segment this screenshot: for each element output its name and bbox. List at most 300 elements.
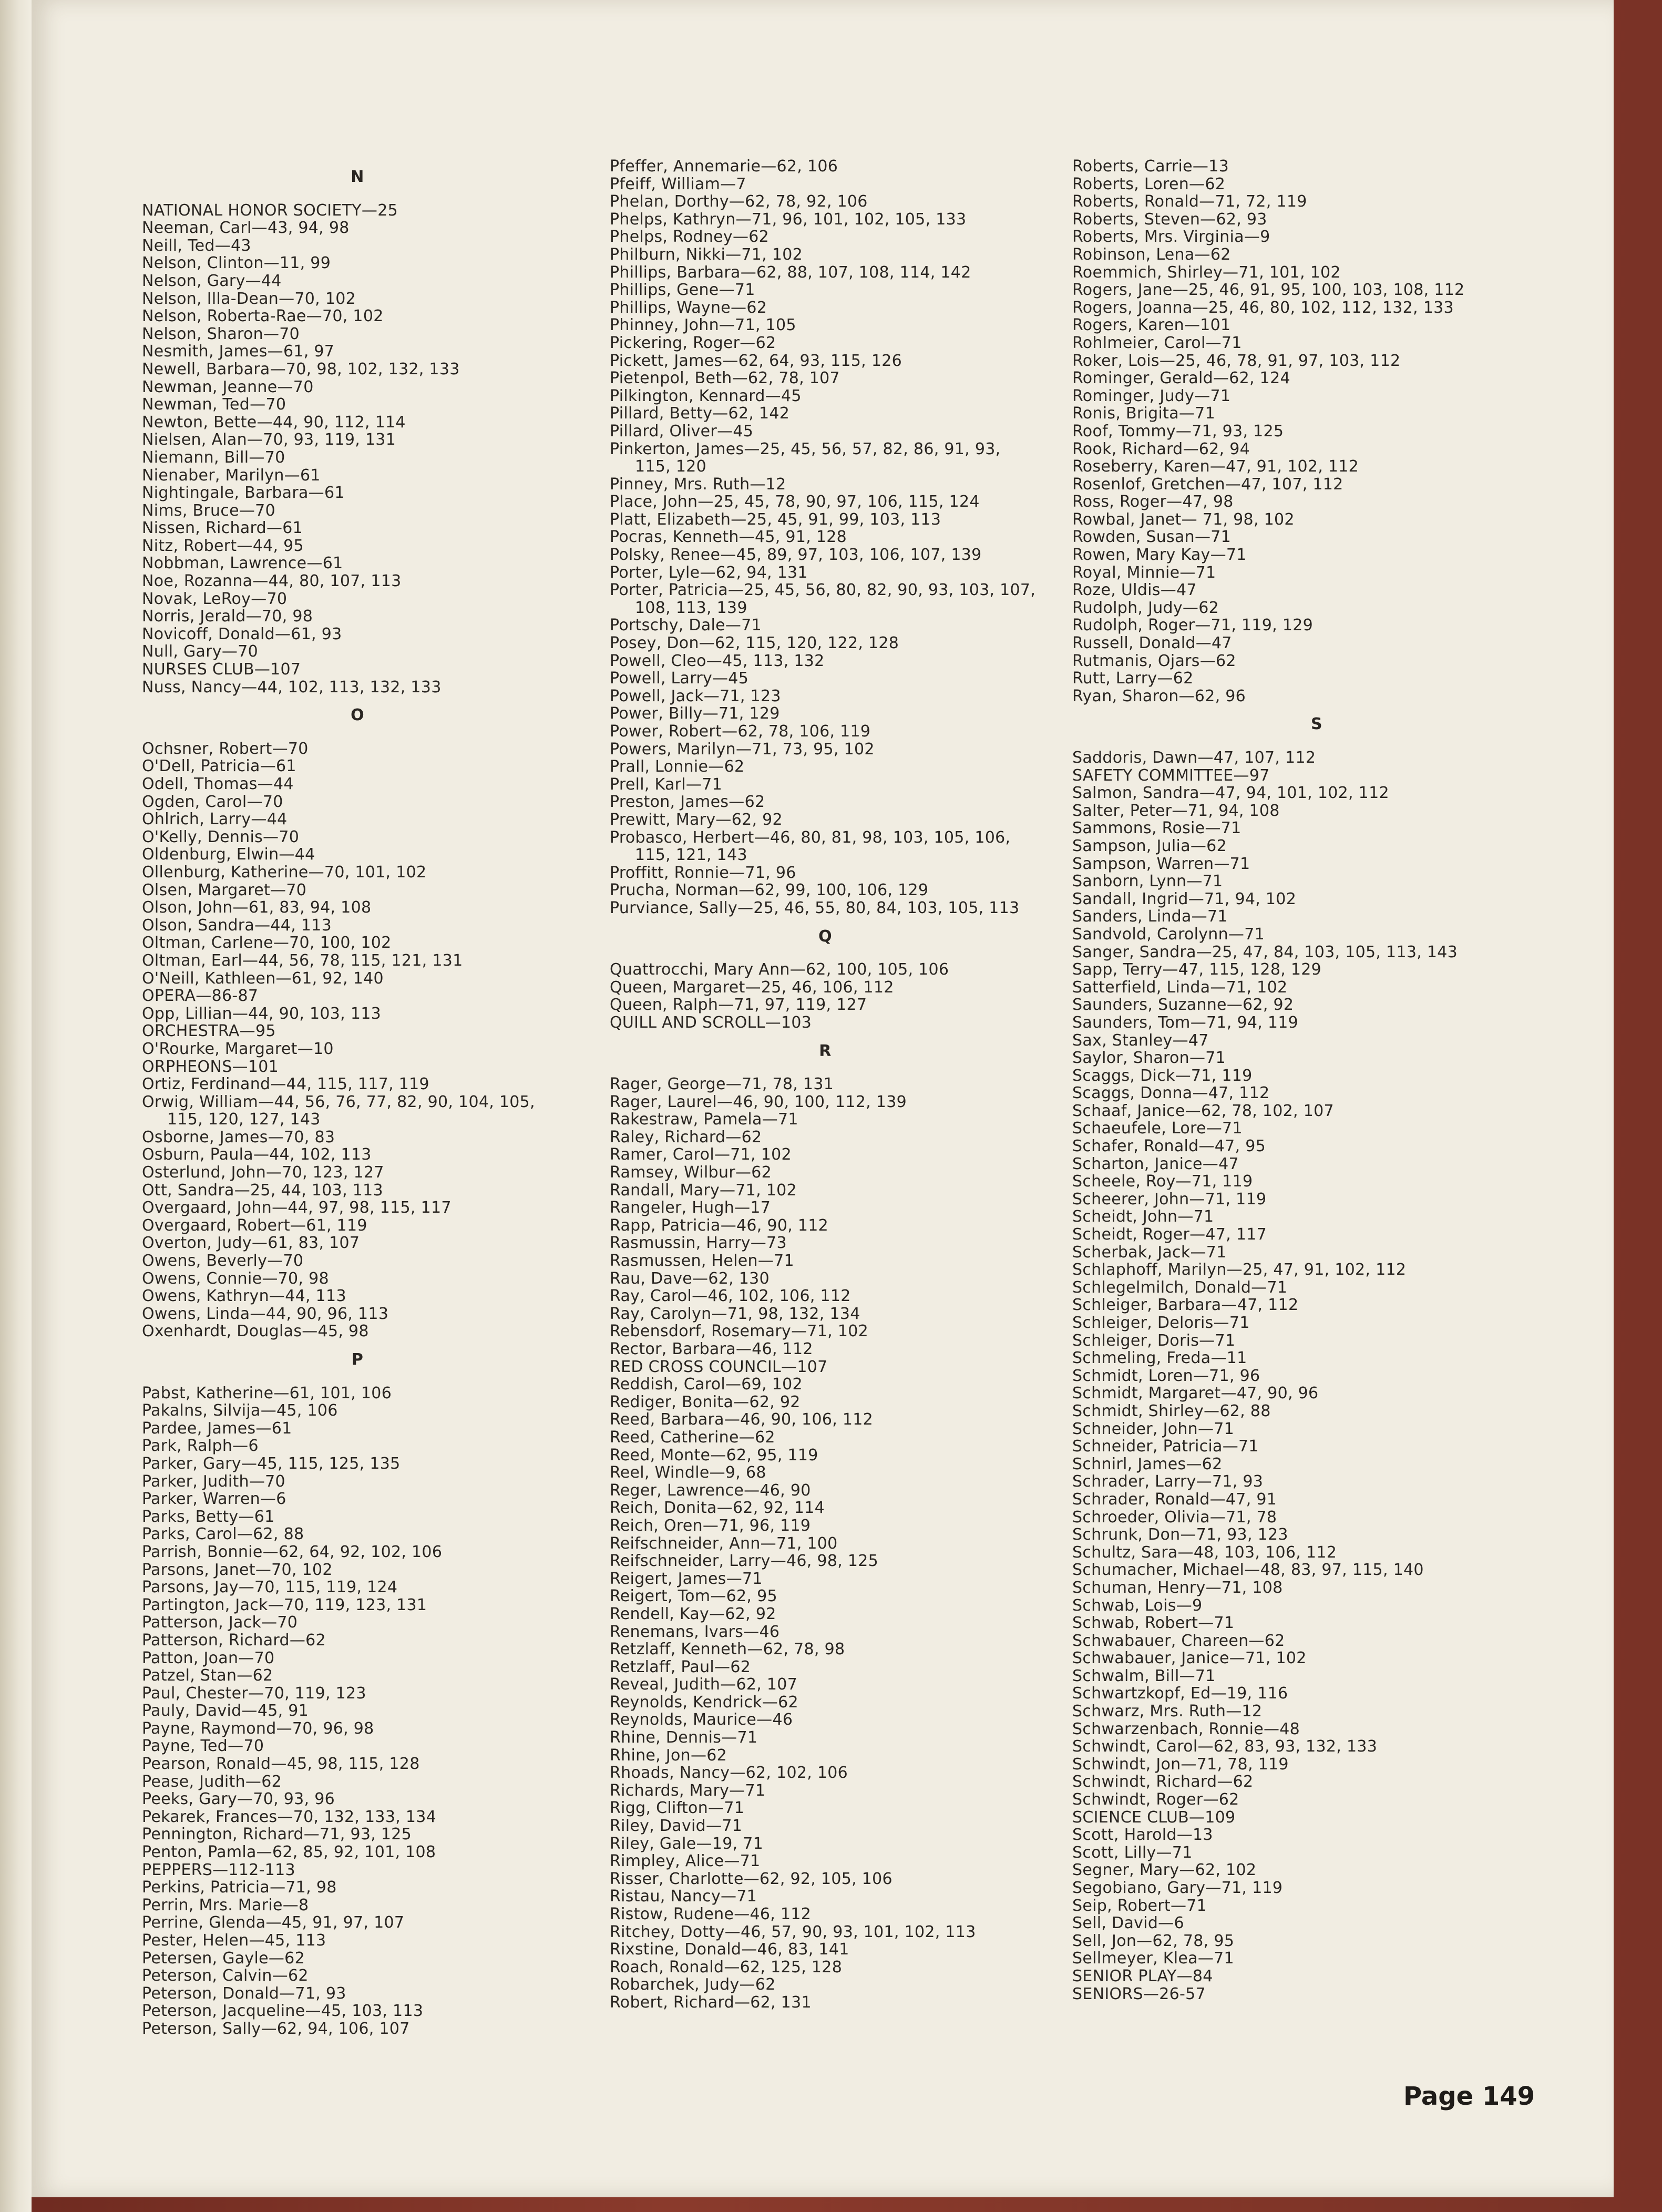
index-entry: Power, Robert—62, 78, 106, 119: [610, 722, 871, 741]
index-entry: Rhine, Dennis—71: [610, 1728, 758, 1747]
index-entry: Ryan, Sharon—62, 96: [1072, 687, 1246, 705]
index-entry: Rominger, Gerald—62, 124: [1072, 369, 1290, 388]
index-entry: Nims, Bruce—70: [142, 501, 275, 520]
index-entry: Reveal, Judith—62, 107: [610, 1675, 798, 1694]
index-entry: Rudolph, Judy—62: [1072, 598, 1219, 617]
index-entry: Phillips, Gene—71: [610, 281, 755, 300]
index-entry: Nuss, Nancy—44, 102, 113, 132, 133: [142, 678, 442, 697]
index-entry: Reynolds, Kendrick—62: [610, 1693, 798, 1712]
index-entry: Noe, Rozanna—44, 80, 107, 113: [142, 572, 402, 591]
index-entry: Schmidt, Margaret—47, 90, 96: [1072, 1384, 1319, 1403]
index-entry: Schrader, Ronald—47, 91: [1072, 1490, 1277, 1509]
index-entry: O'Neill, Kathleen—61, 92, 140: [142, 969, 384, 988]
index-entry: Reich, Oren—71, 96, 119: [610, 1516, 811, 1535]
index-entry: Rigg, Clifton—71: [610, 1799, 745, 1818]
index-entry: Pietenpol, Beth—62, 78, 107: [610, 369, 840, 388]
index-entry: Schleiger, Deloris—71: [1072, 1314, 1250, 1332]
index-entry: Schultz, Sara—48, 103, 106, 112: [1072, 1543, 1337, 1562]
index-entry: Newman, Ted—70: [142, 395, 286, 414]
index-entry: Parker, Judith—70: [142, 1472, 285, 1491]
section-letter: S: [1311, 715, 1322, 734]
index-entry: Peterson, Sally—62, 94, 106, 107: [142, 2019, 410, 2038]
index-entry: Schwindt, Roger—62: [1072, 1790, 1239, 1809]
index-entry: ORPHEONS—101: [142, 1057, 279, 1076]
index-entry: Prewitt, Mary—62, 92: [610, 810, 783, 829]
index-entry: Royal, Minnie—71: [1072, 563, 1216, 582]
index-entry: Rhine, Jon—62: [610, 1746, 727, 1765]
index-entry: Rudolph, Roger—71, 119, 129: [1072, 616, 1313, 635]
index-entry: Roze, Uldis—47: [1072, 581, 1197, 600]
index-entry: Richards, Mary—71: [610, 1781, 766, 1800]
index-entry: Robarchek, Judy—62: [610, 1975, 776, 1994]
index-entry: Sanders, Linda—71: [1072, 907, 1228, 926]
index-entry: Roemmich, Shirley—71, 101, 102: [1072, 263, 1341, 282]
index-entry: Seip, Robert—71: [1072, 1896, 1207, 1915]
index-entry: Rediger, Bonita—62, 92: [610, 1392, 801, 1411]
index-entry: Saunders, Suzanne—62, 92: [1072, 996, 1294, 1015]
index-entry: Pinkerton, James—25, 45, 56, 57, 82, 86, 91, 93, 115, 120: [610, 439, 1001, 476]
index-entry: Nitz, Robert—44, 95: [142, 536, 304, 555]
index-entry: OPERA—86-87: [142, 987, 259, 1006]
index-entry: Sell, David—6: [1072, 1914, 1184, 1933]
index-entry: Opp, Lillian—44, 90, 103, 113: [142, 1004, 382, 1023]
index-entry: Randall, Mary—71, 102: [610, 1181, 797, 1200]
index-entry: Satterfield, Linda—71, 102: [1072, 978, 1288, 997]
index-entry: Platt, Elizabeth—25, 45, 91, 99, 103, 113: [610, 510, 941, 529]
index-entry: Pilkington, Kennard—45: [610, 386, 802, 405]
index-entry: Newell, Barbara—70, 98, 102, 132, 133: [142, 360, 460, 378]
index-entry: Overton, Judy—61, 83, 107: [142, 1234, 360, 1253]
index-entry: Parker, Warren—6: [142, 1490, 286, 1509]
index-entry: Schroeder, Olivia—71, 78: [1072, 1508, 1277, 1527]
index-entry: Rangeler, Hugh—17: [610, 1199, 771, 1217]
index-entry: Riley, David—71: [610, 1817, 743, 1836]
index-entry: Roker, Lois—25, 46, 78, 91, 97, 103, 112: [1072, 351, 1401, 370]
index-entry: Quattrocchi, Mary Ann—62, 100, 105, 106: [610, 960, 949, 979]
index-entry: Schleiger, Doris—71: [1072, 1331, 1236, 1350]
index-entry: Olsen, Margaret—70: [142, 880, 307, 899]
index-entry: Place, John—25, 45, 78, 90, 97, 106, 115, 124: [610, 493, 980, 511]
index-entry: Oxenhardt, Douglas—45, 98: [142, 1322, 369, 1341]
index-entry: Pickering, Roger—62: [610, 333, 776, 352]
section-letter: N: [351, 168, 364, 186]
section-letter: O: [351, 706, 364, 725]
index-entry: Oldenburg, Elwin—44: [142, 845, 315, 864]
index-entry: Pester, Helen—45, 113: [142, 1931, 326, 1950]
index-entry: Newman, Jeanne—70: [142, 377, 314, 396]
index-entry: Roberts, Steven—62, 93: [1072, 210, 1267, 229]
index-entry: Schmidt, Shirley—62, 88: [1072, 1401, 1271, 1420]
index-column-3: [1072, 158, 1561, 2003]
index-entry: Scaggs, Dick—71, 119: [1072, 1066, 1253, 1085]
index-entry: Roberts, Carrie—13: [1072, 157, 1229, 176]
index-entry: Phelps, Rodney—62: [610, 228, 770, 247]
index-entry: Novak, LeRoy—70: [142, 589, 288, 608]
index-entry: Peterson, Donald—71, 93: [142, 1984, 346, 2003]
index-entry: Pickett, James—62, 64, 93, 115, 126: [610, 351, 902, 370]
index-entry: Rector, Barbara—46, 112: [610, 1340, 813, 1358]
index-entry: Pillard, Betty—62, 142: [610, 404, 790, 423]
index-entry: Prucha, Norman—62, 99, 100, 106, 129: [610, 881, 929, 900]
index-entry: Sandall, Ingrid—71, 94, 102: [1072, 889, 1297, 908]
index-entry: Penton, Pamla—62, 85, 92, 101, 108: [142, 1843, 436, 1862]
index-entry: Orwig, William—44, 56, 76, 77, 82, 90, 104, 105, 115, 120, 127, 143: [142, 1092, 535, 1129]
index-column-1: [142, 158, 573, 2038]
index-entry: Perrine, Glenda—45, 91, 97, 107: [142, 1913, 405, 1932]
index-entry: Ochsner, Robert—70: [142, 739, 309, 758]
index-entry: Sax, Stanley—47: [1072, 1031, 1209, 1050]
index-entry: Nesmith, James—61, 97: [142, 342, 335, 361]
index-entry: QUILL AND SCROLL—103: [610, 1013, 812, 1032]
index-entry: O'Kelly, Dennis—70: [142, 827, 300, 846]
index-entry: Niemann, Bill—70: [142, 448, 285, 467]
index-entry: Prall, Lonnie—62: [610, 757, 745, 776]
index-entry: Pekarek, Frances—70, 132, 133, 134: [142, 1807, 437, 1826]
index-entry: Retzlaff, Paul—62: [610, 1657, 751, 1676]
index-entry: Olson, Sandra—44, 113: [142, 916, 332, 935]
index-entry: Patterson, Jack—70: [142, 1613, 298, 1632]
index-entry: Schwalm, Bill—71: [1072, 1666, 1216, 1685]
index-entry: Saylor, Sharon—71: [1072, 1049, 1226, 1068]
index-entry: Robert, Richard—62, 131: [610, 1993, 812, 2012]
index-entry: Roach, Ronald—62, 125, 128: [610, 1958, 843, 1977]
index-entry: Preston, James—62: [610, 793, 765, 812]
index-entry: Scheerer, John—71, 119: [1072, 1190, 1267, 1209]
index-entry: Risser, Charlotte—62, 92, 105, 106: [610, 1869, 892, 1888]
index-entry: Rendell, Kay—62, 92: [610, 1604, 776, 1623]
index-entry: Parks, Betty—61: [142, 1507, 275, 1526]
index-entry: Parks, Carol—62, 88: [142, 1525, 304, 1544]
index-entry: Patton, Joan—70: [142, 1648, 275, 1667]
index-entry: Rogers, Jane—25, 46, 91, 95, 100, 103, 108, 112: [1072, 281, 1465, 300]
index-entry: Ollenburg, Katherine—70, 101, 102: [142, 863, 427, 882]
index-entry: Rakestraw, Pamela—71: [610, 1110, 798, 1129]
section-letter: P: [351, 1350, 364, 1369]
index-entry: Owens, Linda—44, 90, 96, 113: [142, 1304, 389, 1323]
index-entry: Pauly, David—45, 91: [142, 1702, 309, 1721]
index-entry: Rowen, Mary Kay—71: [1072, 546, 1247, 565]
index-entry: Rogers, Karen—101: [1072, 316, 1231, 335]
index-entry: Scott, Lilly—71: [1072, 1843, 1193, 1862]
index-entry: Overgaard, Robert—61, 119: [142, 1216, 367, 1235]
index-entry: Sammons, Rosie—71: [1072, 819, 1242, 838]
index-entry: Owens, Connie—70, 98: [142, 1269, 329, 1288]
index-entry: Pardee, James—61: [142, 1419, 292, 1438]
index-entry: Rominger, Judy—71: [1072, 386, 1231, 405]
index-entry: Patzel, Stan—62: [142, 1666, 273, 1685]
index-entry: Russell, Donald—47: [1072, 634, 1232, 653]
index-entry: Scharton, Janice—47: [1072, 1154, 1239, 1173]
index-entry: Roberts, Mrs. Virginia—9: [1072, 228, 1270, 247]
index-entry: Nissen, Richard—61: [142, 519, 303, 538]
index-entry: Powell, Cleo—45, 113, 132: [610, 651, 825, 670]
index-entry: Riley, Gale—19, 71: [610, 1834, 764, 1853]
index-entry: Reynolds, Maurice—46: [610, 1711, 793, 1729]
index-entry: Proffitt, Ronnie—71, 96: [610, 863, 796, 882]
index-entry: Patterson, Richard—62: [142, 1631, 326, 1650]
index-entry: Philburn, Nikki—71, 102: [610, 245, 803, 264]
index-entry: Rutmanis, Ojars—62: [1072, 651, 1236, 670]
index-entry: Roof, Tommy—71, 93, 125: [1072, 422, 1284, 441]
index-entry: Ramer, Carol—71, 102: [610, 1145, 792, 1164]
index-entry: Schrunk, Don—71, 93, 123: [1072, 1525, 1288, 1544]
index-entry: Phelan, Dorthy—62, 78, 92, 106: [610, 192, 868, 211]
index-entry: Ohlrich, Larry—44: [142, 810, 288, 829]
index-entry: Nelson, Clinton—11, 99: [142, 254, 331, 273]
index-entry: Schaaf, Janice—62, 78, 102, 107: [1072, 1101, 1334, 1120]
index-entry: Phillips, Barbara—62, 88, 107, 108, 114, 142: [610, 263, 971, 282]
index-entry: Salmon, Sandra—47, 94, 101, 102, 112: [1072, 784, 1389, 803]
index-entry: Powell, Larry—45: [610, 669, 749, 688]
index-entry: Osborne, James—70, 83: [142, 1128, 335, 1146]
index-entry: Payne, Raymond—70, 96, 98: [142, 1719, 374, 1738]
index-entry: Ramsey, Wilbur—62: [610, 1163, 772, 1182]
index-entry: Sellmeyer, Klea—71: [1072, 1949, 1234, 1968]
index-entry: Schwindt, Carol—62, 83, 93, 132, 133: [1072, 1737, 1378, 1756]
index-entry: Schwarz, Mrs. Ruth—12: [1072, 1702, 1263, 1721]
index-entry: Sell, Jon—62, 78, 95: [1072, 1931, 1235, 1950]
index-entry: Nienaber, Marilyn—61: [142, 466, 321, 485]
index-entry: Scheidt, Roger—47, 117: [1072, 1225, 1267, 1244]
index-entry: Neeman, Carl—43, 94, 98: [142, 219, 350, 238]
index-entry: Parsons, Janet—70, 102: [142, 1560, 333, 1579]
index-entry: Rixstine, Donald—46, 83, 141: [610, 1940, 849, 1959]
index-entry: O'Rourke, Margaret—10: [142, 1039, 334, 1058]
index-entry: SCIENCE CLUB—109: [1072, 1808, 1236, 1827]
index-entry: Segobiano, Gary—71, 119: [1072, 1879, 1283, 1897]
index-entry: Schumacher, Michael—48, 83, 97, 115, 140: [1072, 1561, 1424, 1580]
index-entry: Sampson, Julia—62: [1072, 836, 1227, 855]
index-entry: Phinney, John—71, 105: [610, 316, 796, 335]
index-entry: Peeks, Gary—70, 93, 96: [142, 1790, 335, 1809]
index-entry: Pinney, Mrs. Ruth—12: [610, 475, 786, 494]
index-entry: Nobbman, Lawrence—61: [142, 554, 343, 573]
index-column-2: [610, 158, 1041, 2012]
section-letter: R: [819, 1041, 832, 1060]
index-entry: Rowden, Susan—71: [1072, 528, 1232, 547]
index-entry: Schwabauer, Chareen—62: [1072, 1631, 1285, 1650]
index-entry: Park, Ralph—6: [142, 1437, 259, 1456]
index-entry: Peterson, Jacqueline—45, 103, 113: [142, 2002, 424, 2021]
index-entry: Rook, Richard—62, 94: [1072, 439, 1250, 458]
index-entry: Pillard, Oliver—45: [610, 422, 754, 441]
index-entry: Reifschneider, Larry—46, 98, 125: [610, 1552, 879, 1571]
index-entry: Nielsen, Alan—70, 93, 119, 131: [142, 431, 396, 449]
index-entry: Owens, Beverly—70: [142, 1252, 304, 1271]
index-entry: Salter, Peter—71, 94, 108: [1072, 801, 1280, 820]
index-entry: Reddish, Carol—69, 102: [610, 1375, 803, 1394]
index-entry: Phelps, Kathryn—71, 96, 101, 102, 105, 133: [610, 210, 967, 229]
index-entry: Oltman, Carlene—70, 100, 102: [142, 934, 392, 953]
index-entry: Ristau, Nancy—71: [610, 1887, 757, 1906]
index-entry: Rager, George—71, 78, 131: [610, 1075, 834, 1094]
index-entry: Porter, Patricia—25, 45, 56, 80, 82, 90, 93, 103, 107, 108, 113, 139: [610, 581, 1036, 617]
index-entry: Roberts, Loren—62: [1072, 175, 1226, 193]
index-entry: Ott, Sandra—25, 44, 103, 113: [142, 1181, 383, 1200]
index-entry: Reed, Monte—62, 95, 119: [610, 1446, 818, 1465]
index-entry: Queen, Ralph—71, 97, 119, 127: [610, 996, 867, 1015]
index-entry: Parrish, Bonnie—62, 64, 92, 102, 106: [142, 1542, 443, 1561]
index-entry: Norris, Jerald—70, 98: [142, 607, 313, 626]
index-entry: Segner, Mary—62, 102: [1072, 1861, 1257, 1880]
index-entry: Ronis, Brigita—71: [1072, 404, 1215, 423]
index-entry: Scaggs, Donna—47, 112: [1072, 1084, 1270, 1103]
index-entry: Rogers, Joanna—25, 46, 80, 102, 112, 132, 133: [1072, 298, 1454, 317]
index-entry: Newton, Bette—44, 90, 112, 114: [142, 413, 406, 432]
index-entry: Schlegelmilch, Donald—71: [1072, 1278, 1288, 1297]
index-entry: Reifschneider, Ann—71, 100: [610, 1534, 838, 1553]
index-entry: SENIORS—26-57: [1072, 1984, 1206, 2003]
index-entry: Reigert, James—71: [610, 1569, 763, 1588]
index-entry: O'Dell, Patricia—61: [142, 757, 296, 776]
index-entry: Probasco, Herbert—46, 80, 81, 98, 103, 105, 106, 115, 121, 143: [610, 828, 1011, 865]
index-entry: Powers, Marilyn—71, 73, 95, 102: [610, 740, 875, 759]
index-entry: Scheidt, John—71: [1072, 1207, 1214, 1226]
index-entry: Schuman, Henry—71, 108: [1072, 1578, 1283, 1597]
index-entry: Osburn, Paula—44, 102, 113: [142, 1145, 372, 1164]
index-entry: Schmeling, Freda—11: [1072, 1349, 1247, 1368]
index-entry: Schlaphoff, Marilyn—25, 47, 91, 102, 112: [1072, 1261, 1407, 1279]
index-entry: Partington, Jack—70, 119, 123, 131: [142, 1595, 427, 1614]
index-entry: Schafer, Ronald—47, 95: [1072, 1137, 1266, 1156]
index-entry: Reed, Barbara—46, 90, 106, 112: [610, 1410, 874, 1429]
index-entry: Pease, Judith—62: [142, 1772, 282, 1791]
index-entry: Pfeiff, William—7: [610, 175, 746, 193]
page-number: Page 149: [1403, 2082, 1535, 2111]
index-entry: Power, Billy—71, 129: [610, 704, 780, 723]
index-entry: Pocras, Kenneth—45, 91, 128: [610, 528, 847, 547]
index-entry: Rau, Dave—62, 130: [610, 1269, 770, 1288]
index-entry: Pearson, Ronald—45, 98, 115, 128: [142, 1755, 420, 1774]
index-entry: Rager, Laurel—46, 90, 100, 112, 139: [610, 1092, 907, 1111]
index-entry: Petersen, Gayle—62: [142, 1949, 305, 1968]
index-entry: Roberts, Ronald—71, 72, 119: [1072, 192, 1307, 211]
index-entry: Neill, Ted—43: [142, 236, 251, 255]
index-entry: Schaeufele, Lore—71: [1072, 1119, 1243, 1138]
index-entry: Paul, Chester—70, 119, 123: [142, 1684, 366, 1703]
index-entry: Ristow, Rudene—46, 112: [610, 1905, 812, 1923]
index-entry: Sanborn, Lynn—71: [1072, 872, 1223, 891]
index-entry: Pennington, Richard—71, 93, 125: [142, 1825, 412, 1844]
index-entry: Powell, Jack—71, 123: [610, 687, 781, 705]
index-entry: Nelson, Sharon—70: [142, 324, 300, 343]
index-entry: Saunders, Tom—71, 94, 119: [1072, 1013, 1299, 1032]
index-entry: Peterson, Calvin—62: [142, 1967, 309, 1985]
index-entry: Nelson, Gary—44: [142, 271, 282, 290]
index-entry: Reigert, Tom—62, 95: [610, 1587, 777, 1606]
index-entry: Novicoff, Donald—61, 93: [142, 624, 342, 643]
index-entry: Roseberry, Karen—47, 91, 102, 112: [1072, 457, 1359, 476]
index-entry: Sanger, Sandra—25, 47, 84, 103, 105, 113, 143: [1072, 943, 1458, 961]
index-entry: Rimpley, Alice—71: [610, 1852, 761, 1871]
index-entry: Overgaard, John—44, 97, 98, 115, 117: [142, 1199, 452, 1217]
index-entry: Ogden, Carol—70: [142, 792, 283, 811]
index-entry: Null, Gary—70: [142, 642, 258, 661]
index-entry: Schwab, Robert—71: [1072, 1614, 1235, 1633]
index-entry: Schwartzkopf, Ed—19, 116: [1072, 1684, 1288, 1703]
index-entry: Parsons, Jay—70, 115, 119, 124: [142, 1578, 398, 1597]
index-entry: Rasmussen, Helen—71: [610, 1252, 794, 1271]
index-entry: Purviance, Sally—25, 46, 55, 80, 84, 103, 105, 113: [610, 898, 1020, 917]
index-entry: Odell, Thomas—44: [142, 775, 294, 793]
index-entry: Olson, John—61, 83, 94, 108: [142, 898, 372, 917]
index-entry: Scheele, Roy—71, 119: [1072, 1172, 1253, 1191]
index-entry: Rowbal, Janet— 71, 98, 102: [1072, 510, 1295, 529]
index-entry: NATIONAL HONOR SOCIETY—25: [142, 201, 398, 220]
index-entry: Schwindt, Richard—62: [1072, 1773, 1254, 1791]
index-entry: Schwindt, Jon—71, 78, 119: [1072, 1755, 1289, 1774]
index-entry: Schwarzenbach, Ronnie—48: [1072, 1719, 1300, 1738]
index-entry: Schleiger, Barbara—47, 112: [1072, 1296, 1299, 1315]
index-entry: Owens, Kathryn—44, 113: [142, 1287, 346, 1306]
index-entry: Saddoris, Dawn—47, 107, 112: [1072, 749, 1316, 767]
index-entry: Ortiz, Ferdinand—44, 115, 117, 119: [142, 1075, 429, 1094]
index-entry: Sandvold, Carolynn—71: [1072, 925, 1265, 944]
index-entry: Schmidt, Loren—71, 96: [1072, 1366, 1260, 1385]
index-entry: Nelson, Roberta-Rae—70, 102: [142, 307, 384, 326]
index-entry: NURSES CLUB—107: [142, 660, 301, 679]
index-entry: Schrader, Larry—71, 93: [1072, 1472, 1264, 1491]
index-entry: Posey, Don—62, 115, 120, 122, 128: [610, 634, 899, 653]
index-entry: Schnirl, James—62: [1072, 1455, 1223, 1473]
index-entry: ORCHESTRA—95: [142, 1022, 276, 1041]
index-entry: Queen, Margaret—25, 46, 106, 112: [610, 978, 894, 997]
index-entry: Osterlund, John—70, 123, 127: [142, 1163, 384, 1182]
index-entry: Reich, Donita—62, 92, 114: [610, 1499, 825, 1518]
index-entry: RED CROSS COUNCIL—107: [610, 1357, 828, 1376]
index-entry: Scott, Harold—13: [1072, 1826, 1213, 1845]
index-entry: Pfeffer, Annemarie—62, 106: [610, 157, 838, 176]
index-entry: Phillips, Wayne—62: [610, 298, 767, 317]
index-entry: Porter, Lyle—62, 94, 131: [610, 563, 808, 582]
index-entry: Schwabauer, Janice—71, 102: [1072, 1649, 1307, 1668]
index-entry: Pabst, Katherine—61, 101, 106: [142, 1384, 392, 1402]
index-entry: Ray, Carolyn—71, 98, 132, 134: [610, 1304, 860, 1323]
index-entry: Reel, Windle—9, 68: [610, 1463, 766, 1482]
index-entry: PEPPERS—112-113: [142, 1860, 295, 1879]
index-entry: Payne, Ted—70: [142, 1737, 264, 1756]
index-entry: Nelson, Illa-Dean—70, 102: [142, 289, 356, 308]
index-entry: Sampson, Warren—71: [1072, 854, 1250, 873]
index-entry: Polsky, Renee—45, 89, 97, 103, 106, 107, 139: [610, 546, 982, 565]
index-entry: Pakalns, Silvija—45, 106: [142, 1401, 338, 1420]
index-entry: SENIOR PLAY—84: [1072, 1967, 1213, 1985]
index-entry: Renemans, Ivars—46: [610, 1622, 780, 1641]
index-entry: Rosenlof, Gretchen—47, 107, 112: [1072, 475, 1343, 494]
index-entry: Prell, Karl—71: [610, 775, 723, 794]
index-entry: Rebensdorf, Rosemary—71, 102: [610, 1322, 869, 1341]
index-entry: Ritchey, Dotty—46, 57, 90, 93, 101, 102, 113: [610, 1922, 976, 1941]
index-entry: Rapp, Patricia—46, 90, 112: [610, 1216, 829, 1235]
index-entry: Perrin, Mrs. Marie—8: [142, 1896, 309, 1914]
index-entry: Oltman, Earl—44, 56, 78, 115, 121, 131: [142, 951, 463, 970]
index-entry: Reed, Catherine—62: [610, 1428, 775, 1447]
index-entry: Ray, Carol—46, 102, 106, 112: [610, 1287, 851, 1306]
index-entry: Schneider, John—71: [1072, 1419, 1235, 1438]
index-entry: Robinson, Lena—62: [1072, 245, 1231, 264]
index-entry: SAFETY COMMITTEE—97: [1072, 766, 1270, 785]
index-entry: Ross, Roger—47, 98: [1072, 493, 1234, 511]
page-binding: [0, 0, 32, 2212]
index-entry: Schneider, Patricia—71: [1072, 1437, 1259, 1456]
index-entry: Reger, Lawrence—46, 90: [610, 1481, 811, 1500]
index-entry: Parker, Gary—45, 115, 125, 135: [142, 1454, 401, 1473]
index-page: [32, 0, 1614, 2197]
index-entry: Perkins, Patricia—71, 98: [142, 1878, 337, 1897]
index-entry: Schwab, Lois—9: [1072, 1596, 1203, 1615]
index-entry: Rhoads, Nancy—62, 102, 106: [610, 1764, 848, 1783]
index-entry: Retzlaff, Kenneth—62, 78, 98: [610, 1640, 845, 1659]
